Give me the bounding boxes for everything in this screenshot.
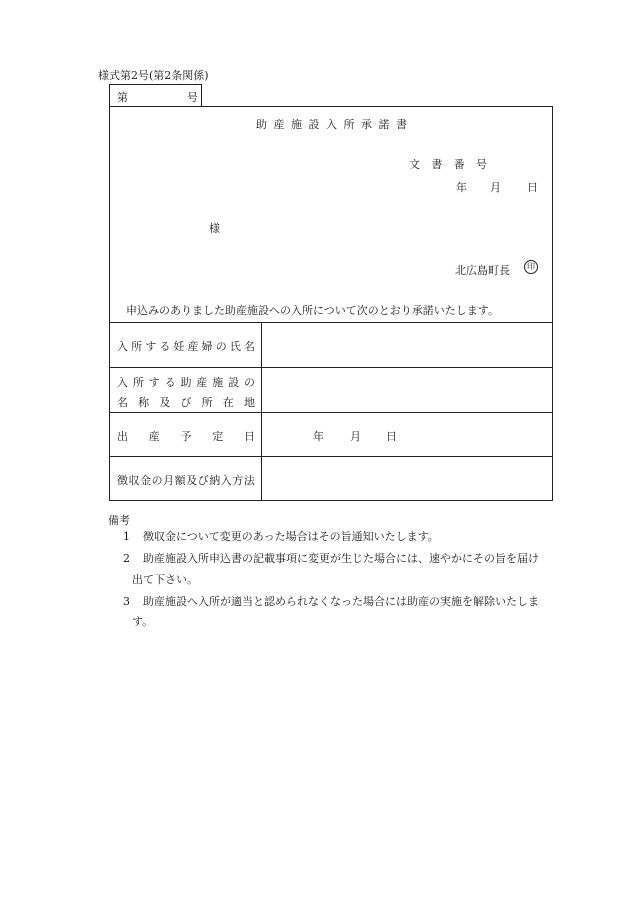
note-3-text: 助産施設へ入所が適当と認められなくなった場合には助産の実施を解除いたしま: [143, 595, 539, 608]
row-label-due-date: [117, 428, 255, 444]
doc-number-char: 号: [475, 158, 487, 171]
note-2-continuation: 出て下さい。: [132, 573, 198, 586]
label-char: 所: [201, 396, 213, 409]
date-year: 年: [456, 181, 467, 194]
addressee-suffix: 様: [209, 222, 220, 235]
notes-heading: 備考: [108, 514, 130, 527]
due-date-year: 年: [313, 430, 324, 443]
label-char: 妊: [173, 340, 185, 353]
label-char: の: [151, 474, 163, 487]
seal: [524, 260, 538, 274]
number-box: [109, 84, 202, 107]
label-char: 定: [212, 430, 224, 443]
label-char: 収: [128, 474, 140, 487]
note-1-text: 徴収金について変更のあった場合はその旨通知いたします。: [143, 530, 439, 543]
label-char: 方: [232, 474, 244, 487]
note-3-continuation: す。: [132, 615, 154, 628]
label-char: 所: [131, 340, 143, 353]
document-title: [256, 116, 407, 132]
row-label-facility-1: [117, 374, 255, 390]
label-char: 在: [222, 396, 234, 409]
label-char: 及: [159, 396, 171, 409]
label-char: 産: [148, 430, 160, 443]
note-1-number: 1: [123, 530, 130, 543]
label-char: 助: [180, 376, 192, 389]
due-date-day: 日: [386, 430, 397, 443]
label-char: 産: [196, 376, 208, 389]
label-char: 入: [117, 340, 128, 353]
label-char: 氏: [229, 340, 241, 353]
label-char: 名: [243, 340, 255, 353]
label-char: す: [145, 340, 157, 353]
due-date-month: 月: [350, 430, 361, 443]
label-char: 予: [180, 430, 192, 443]
row-label-fee: [117, 472, 255, 488]
label-char: 称: [138, 396, 150, 409]
label-char: び: [197, 474, 209, 487]
fee-field[interactable]: [262, 457, 552, 500]
title-char: 所: [343, 118, 355, 131]
title-char: 書: [396, 118, 407, 131]
doc-number-char: 番: [453, 158, 465, 171]
row-label-name: [117, 338, 255, 354]
number-box-dai: 第: [117, 91, 128, 104]
row-divider: [110, 412, 552, 413]
label-char: 設: [228, 376, 240, 389]
issuer: 北広島町長: [455, 264, 510, 277]
label-char: 婦: [201, 340, 213, 353]
main-frame: [109, 106, 553, 501]
facility-field[interactable]: [262, 368, 552, 412]
label-char: の: [215, 340, 227, 353]
pregnant-name-field[interactable]: [262, 323, 552, 367]
label-char: 額: [174, 474, 186, 487]
label-char: 所: [132, 376, 144, 389]
title-char: 入: [326, 118, 337, 131]
number-box-go: 号: [187, 91, 198, 104]
seal-char: 印: [527, 262, 535, 271]
body-text: 申込みのありました助産施設への入所について次のとおり承諾いたします。: [126, 304, 499, 317]
label-char: 施: [212, 376, 224, 389]
title-char: 助: [256, 118, 267, 131]
label-char: 金: [140, 474, 152, 487]
label-char: す: [148, 376, 160, 389]
label-char: 出: [117, 430, 128, 443]
title-char: 施: [291, 118, 302, 131]
label-char: の: [244, 376, 255, 389]
label-char: 日: [244, 430, 255, 443]
label-char: 入: [117, 376, 128, 389]
label-char: 入: [220, 474, 232, 487]
label-char: 名: [117, 396, 128, 409]
label-char: 納: [209, 474, 221, 487]
doc-number-char: 文: [409, 158, 420, 171]
label-char: る: [159, 340, 171, 353]
doc-number-label: [409, 156, 487, 172]
label-char: 産: [187, 340, 199, 353]
title-char: 諾: [378, 118, 390, 131]
label-char: る: [164, 376, 176, 389]
note-2-text: 助産施設入所申込書の記載事項に変更が生じた場合には、速やかにその旨を届け: [143, 552, 539, 565]
label-char: 法: [243, 474, 255, 487]
date-month: 月: [490, 181, 501, 194]
label-char: 及: [186, 474, 198, 487]
title-char: 承: [361, 118, 372, 131]
title-char: 設: [308, 118, 320, 131]
row-label-facility-2: [117, 394, 255, 410]
title-char: 産: [273, 118, 285, 131]
note-3-number: 3: [123, 595, 130, 608]
label-char: 地: [243, 396, 255, 409]
note-2-number: 2: [123, 552, 130, 565]
label-char: 徴: [117, 474, 128, 487]
date-day: 日: [527, 181, 538, 194]
label-char: 月: [163, 474, 175, 487]
doc-number-char: 書: [431, 158, 443, 171]
label-char: び: [180, 396, 192, 409]
form-id: 様式第2号(第2条関係): [98, 69, 209, 82]
